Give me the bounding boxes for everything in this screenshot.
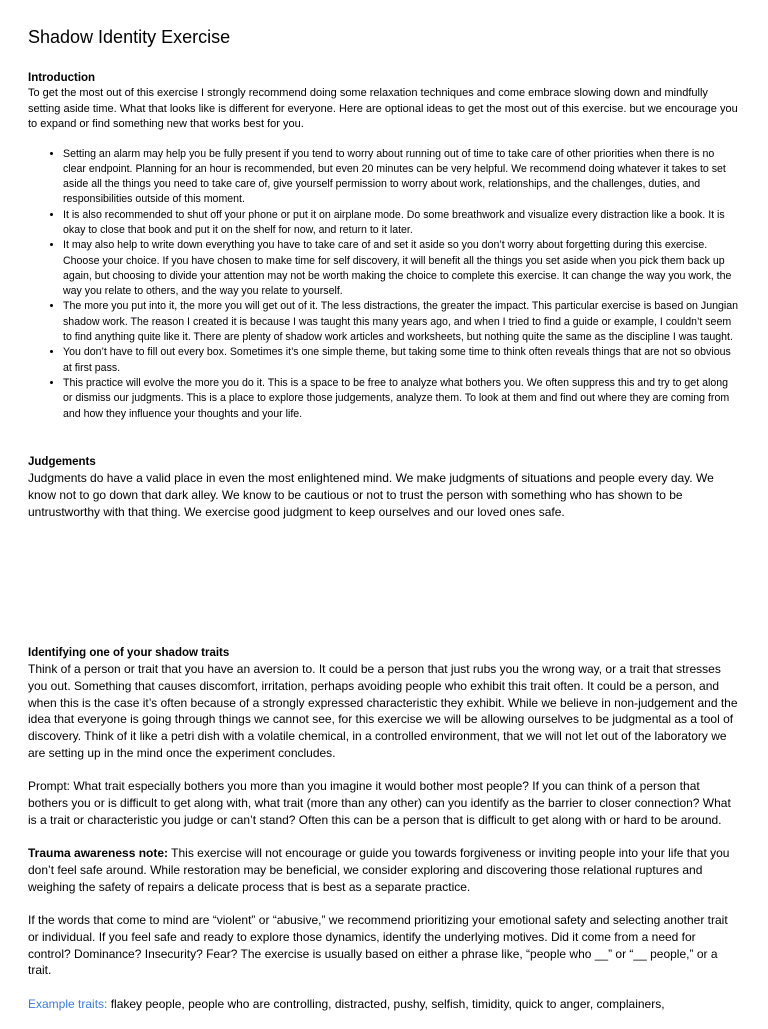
list-item: • It may also help to write down everything you have to take care of and set it aside so you don’t worry about forgetting during this exercise. Choose your choice. If you have chosen to make time for self discovery, it will benefit all the things you set aside when you pick them back up again, but choosing to divide your attention may not be worth making the choice to complete this exercise. It can change the way you work, the way you relate to others, and the way you relate to yourself.: [63, 238, 740, 299]
introduction-text: To get the most out of this exercise I strongly recommend doing some relaxation techniques and come embrace slowing down and mindfully setting aside time. What that looks like is different for everyone. Here are optional ideas to get the most out of this exercise. but we encourage you to expand or find something new that works best for you.: [28, 87, 738, 130]
judgements-heading: Judgements: [28, 456, 96, 468]
shadow-traits-block: [28, 645, 740, 762]
prompt-text: Prompt: What trait especially bothers you more than you imagine it would bother most people? If you can think of a person that bothers you or is difficult to get along with, what trait (more than any other) can you identify as the barrier to closer connection? What is a trait or characteristic you judge or can’t stand? Often this can be a person that is difficult to get along with or hard to be around.: [28, 779, 731, 827]
introduction-bullet-list: [28, 147, 740, 422]
example-traits-text: flakey people, people who are controlling, distracted, pushy, selfish, timidity, quick to anger, complainers,: [107, 996, 665, 1011]
list-item: • The more you put into it, the more you will get out of it. The less distractions, the greater the impact. This particular exercise is based on Jungian shadow work. The reason I created it is because I was taught this many years ago, and when I tried to find a guide or example, I couldn’t seem to find anything quite like it. There are plenty of shadow work articles and worksheets, but nothing quite the same as the discipline I was taught.: [63, 299, 740, 345]
shadow-traits-heading: Identifying one of your shadow traits: [28, 647, 230, 659]
trauma-note-text: This exercise will not encourage or guide you towards forgiveness or inviting people into your life that you don’t feel safe around. While restoration may be beneficial, we consider exploring and discovering those relational ruptures and weighing the safety of repairs a delicate process that is best as a separate practice.: [28, 846, 730, 894]
list-item: • Setting an alarm may help you be fully present if you tend to worry about running out of time to take care of other priorities when there is no clear endpoint. Planning for an hour is recommended, but even 20 minutes can be very helpful. We recommend doing whatever it takes to set aside all the things you need to take care of, give yourself permission to worry about work, relationships, and the challenges, duties, and responsibilities outside of this moment.: [63, 147, 740, 208]
list-item: • You don’t have to fill out every box. Sometimes it’s one simple theme, but taking some time to think often reveals things that are not so obvious at first pass.: [63, 345, 740, 376]
introduction-section: [28, 70, 740, 422]
page-title: Shadow Identity Exercise: [28, 27, 231, 47]
judgements-section: [28, 454, 740, 520]
shadow-traits-section: [28, 645, 740, 1029]
trauma-note: [28, 845, 740, 895]
shadow-traits-text: Think of a person or trait that you have an aversion to. It could be a person that just rubs you the wrong way, or a trait that stresses you out. Something that causes discomfort, irritation, perhaps avoiding people who exhibit this trait often. It could be a person, and when this is the case it’s often because of a strongly expressed characteristic they exhibit. While we believe in non-judgement and the idea that everyone is going through things we cannot see, for this exercise we will be allowing ourselves to be judgmental as a tool of discovery. Think of it like a petri dish with a volatile chemical, in a controlled environment, that we will not let out of the laboratory we are setting up in the mind once the experiment concludes.: [28, 662, 738, 760]
example-traits: [28, 996, 740, 1013]
example-traits-link[interactable]: Example traits:: [28, 996, 108, 1011]
list-item: • It is also recommended to shut off your phone or put it on airplane mode. Do some breathwork and visualize every distraction like a book. It is okay to close that book and put it on the shelf for now, and return to it later.: [63, 208, 740, 239]
judgements-text: Judgments do have a valid place in even the most enlightened mind. We make judgments of situations and people every day. We know not to go down that dark alley. We know to be cautious or not to trust the person with something who has shown to be untrustworthy with that thing. We exercise good judgment to keep ourselves and our loved ones safe.: [28, 471, 714, 519]
list-item: • This practice will evolve the more you do it. This is a space to be free to analyze what bothers you. We often suppress this and try to get along or dismiss our judgments. This is a place to explore those judgements, analyze them. To look at them and find out where they are coming from and how they influence your thoughts and your life.: [63, 376, 740, 422]
safety-text: If the words that come to mind are “violent” or “abusive,” we recommend prioritizing your emotional safety and selecting another trait or individual. If you feel safe and ready to explore those dynamics, identify the underlying motives. Did it come from a need for control? Dominance? Insecurity? Fear? The exercise is usually based on either a phrase like, “people who __” or “__ people,” or a trait.: [28, 913, 728, 978]
trauma-note-label: Trauma awareness note:: [28, 846, 169, 861]
introduction-heading: Introduction: [28, 72, 96, 84]
